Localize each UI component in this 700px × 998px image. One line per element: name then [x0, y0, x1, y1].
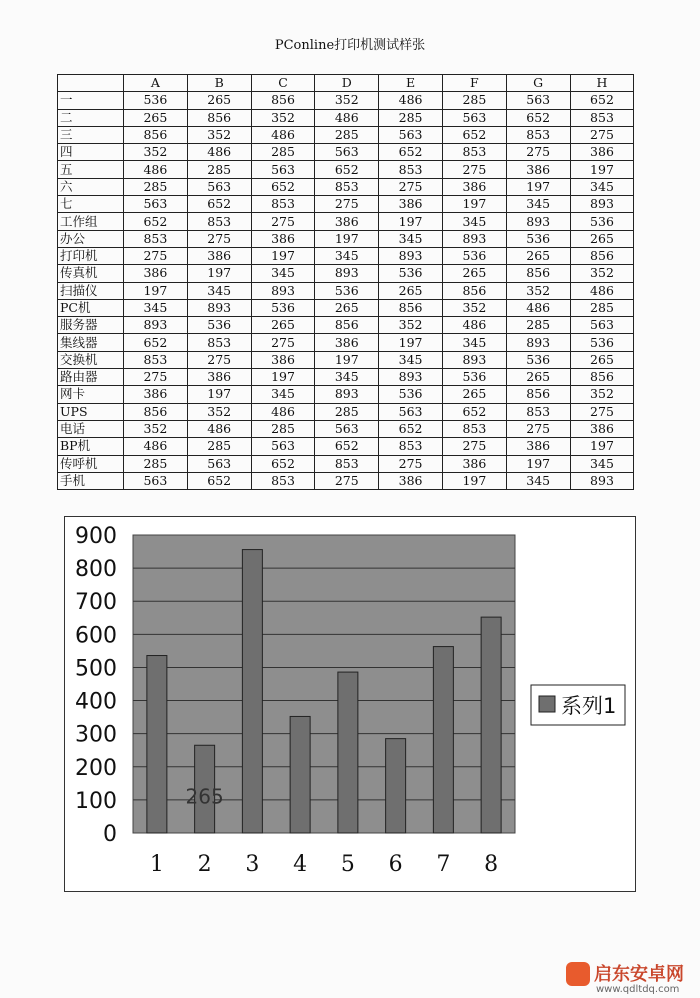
row-label: 三 [58, 126, 124, 143]
table-cell: 853 [251, 196, 315, 213]
table-cell: 563 [379, 126, 443, 143]
column-header: D [315, 75, 379, 92]
row-label: 电话 [58, 420, 124, 437]
table-cell: 275 [506, 420, 570, 437]
table-cell: 563 [315, 144, 379, 161]
table-cell: 197 [124, 282, 188, 299]
column-header: E [379, 75, 443, 92]
table-cell: 652 [315, 438, 379, 455]
table-cell: 386 [442, 455, 506, 472]
table-cell: 275 [251, 213, 315, 230]
table-row [58, 403, 634, 420]
table-cell: 197 [442, 196, 506, 213]
table-cell: 652 [379, 144, 443, 161]
bar [290, 716, 310, 833]
table-row [58, 282, 634, 299]
x-tick-label: 1 [149, 852, 164, 877]
table-cell: 853 [187, 213, 251, 230]
table-cell: 893 [315, 386, 379, 403]
row-label: 传真机 [58, 265, 124, 282]
table-cell: 275 [379, 178, 443, 195]
table-cell: 536 [124, 92, 188, 109]
y-tick-label: 800 [75, 557, 117, 583]
table-cell: 856 [442, 282, 506, 299]
table-cell: 853 [124, 230, 188, 247]
table-cell: 486 [251, 403, 315, 420]
table-cell: 275 [124, 247, 188, 264]
table-row [58, 317, 634, 334]
y-tick-label: 600 [75, 623, 117, 649]
row-label: 七 [58, 196, 124, 213]
row-label: 集线器 [58, 334, 124, 351]
table-cell: 345 [506, 472, 570, 489]
table-cell: 386 [379, 196, 443, 213]
table-cell: 265 [379, 282, 443, 299]
table-cell: 386 [251, 230, 315, 247]
y-tick-label: 300 [75, 722, 117, 748]
table-cell: 352 [570, 386, 634, 403]
table-cell: 285 [379, 109, 443, 126]
table-row [58, 351, 634, 368]
table-cell: 652 [187, 196, 251, 213]
table-cell: 386 [506, 161, 570, 178]
table-cell: 853 [187, 334, 251, 351]
table-cell: 893 [187, 299, 251, 316]
table-cell: 285 [315, 403, 379, 420]
table-row [58, 472, 634, 489]
table-cell: 853 [506, 126, 570, 143]
bar [242, 550, 262, 833]
table-cell: 853 [570, 109, 634, 126]
table-cell: 853 [506, 403, 570, 420]
table-cell: 536 [187, 317, 251, 334]
table-cell: 285 [315, 126, 379, 143]
table-cell: 386 [251, 351, 315, 368]
chart-frame [64, 516, 636, 892]
table-cell: 197 [570, 161, 634, 178]
table-cell: 856 [506, 265, 570, 282]
table-cell: 536 [379, 386, 443, 403]
table-row [58, 196, 634, 213]
table-cell: 652 [124, 213, 188, 230]
y-tick-label: 100 [75, 788, 117, 814]
table-cell: 893 [442, 230, 506, 247]
table-cell: 853 [315, 455, 379, 472]
table-cell: 275 [124, 369, 188, 386]
table-cell: 386 [506, 438, 570, 455]
table-cell: 563 [187, 455, 251, 472]
table-cell: 345 [570, 178, 634, 195]
table-cell: 893 [124, 317, 188, 334]
table-cell: 345 [251, 386, 315, 403]
table-row [58, 92, 634, 109]
table-cell: 563 [442, 109, 506, 126]
row-label: 交换机 [58, 351, 124, 368]
table-cell: 352 [187, 126, 251, 143]
x-tick-label: 5 [340, 852, 355, 877]
table-cell: 285 [124, 455, 188, 472]
table-cell: 893 [506, 334, 570, 351]
x-tick-label: 3 [245, 852, 260, 877]
y-tick-label: 400 [75, 689, 117, 715]
row-label: 手机 [58, 472, 124, 489]
table-cell: 265 [506, 247, 570, 264]
table-cell: 345 [570, 455, 634, 472]
watermark [566, 960, 684, 995]
table-cell: 352 [506, 282, 570, 299]
y-tick-label: 700 [75, 590, 117, 616]
table-cell: 275 [187, 351, 251, 368]
bar-chart [65, 517, 635, 891]
table-cell: 536 [379, 265, 443, 282]
row-label: UPS [58, 403, 124, 420]
table-cell: 563 [124, 196, 188, 213]
table-cell: 853 [442, 144, 506, 161]
y-tick-label: 200 [75, 755, 117, 781]
table-cell: 856 [570, 369, 634, 386]
table-cell: 275 [315, 472, 379, 489]
table-cell: 285 [506, 317, 570, 334]
table-cell: 386 [187, 369, 251, 386]
table-cell: 345 [315, 369, 379, 386]
watermark-name: 启东安卓网 [594, 964, 684, 985]
y-tick-label: 500 [75, 656, 117, 682]
table-cell: 197 [315, 230, 379, 247]
table-row [58, 265, 634, 282]
table-cell: 285 [187, 161, 251, 178]
table-cell: 563 [251, 438, 315, 455]
table-row [58, 230, 634, 247]
table-cell: 275 [442, 438, 506, 455]
table-cell: 345 [442, 213, 506, 230]
table-row [58, 455, 634, 472]
table-cell: 197 [251, 369, 315, 386]
table-row [58, 161, 634, 178]
table-cell: 386 [315, 334, 379, 351]
table-cell: 197 [506, 178, 570, 195]
table-cell: 197 [570, 438, 634, 455]
table-cell: 536 [570, 213, 634, 230]
table-cell: 265 [570, 230, 634, 247]
table-cell: 345 [379, 230, 443, 247]
table-cell: 386 [187, 247, 251, 264]
table-cell: 345 [442, 334, 506, 351]
table-cell: 652 [570, 92, 634, 109]
table-cell: 893 [506, 213, 570, 230]
table-cell: 352 [442, 299, 506, 316]
table-cell: 486 [506, 299, 570, 316]
bar [433, 647, 453, 833]
table-cell: 345 [187, 282, 251, 299]
table-cell: 265 [442, 386, 506, 403]
table-cell: 265 [251, 317, 315, 334]
table-cell: 345 [315, 247, 379, 264]
table-cell: 536 [570, 334, 634, 351]
row-label: 六 [58, 178, 124, 195]
column-header: C [251, 75, 315, 92]
table-cell: 386 [124, 386, 188, 403]
table-cell: 853 [315, 178, 379, 195]
table-cell: 486 [379, 92, 443, 109]
table-cell: 563 [506, 92, 570, 109]
table-cell: 652 [315, 161, 379, 178]
table-cell: 197 [315, 351, 379, 368]
column-header: F [442, 75, 506, 92]
column-header: B [187, 75, 251, 92]
table-cell: 486 [442, 317, 506, 334]
table-cell: 536 [506, 230, 570, 247]
table-cell: 352 [187, 403, 251, 420]
table-cell: 265 [506, 369, 570, 386]
x-tick-label: 7 [436, 852, 451, 877]
table-cell: 275 [379, 455, 443, 472]
table-row [58, 126, 634, 143]
table-row [58, 334, 634, 351]
table-cell: 486 [315, 109, 379, 126]
table-cell: 285 [570, 299, 634, 316]
table-cell: 265 [315, 299, 379, 316]
table-cell: 652 [251, 455, 315, 472]
table-row [58, 213, 634, 230]
table-cell: 536 [506, 351, 570, 368]
table-cell: 563 [251, 161, 315, 178]
table-cell: 275 [187, 230, 251, 247]
table-cell: 265 [570, 351, 634, 368]
table-cell: 652 [506, 109, 570, 126]
table-cell: 486 [251, 126, 315, 143]
watermark-url: www.qdltdq.com [596, 984, 680, 995]
table-cell: 285 [251, 144, 315, 161]
bar [338, 672, 358, 833]
table-cell: 853 [379, 161, 443, 178]
y-tick-label: 0 [103, 822, 117, 847]
table-corner-cell [58, 75, 124, 92]
row-label: 四 [58, 144, 124, 161]
table-cell: 652 [251, 178, 315, 195]
table-cell: 856 [187, 109, 251, 126]
table-cell: 893 [379, 247, 443, 264]
watermark-logo-icon [566, 962, 590, 986]
table-row [58, 438, 634, 455]
table-cell: 275 [251, 334, 315, 351]
table-cell: 197 [187, 386, 251, 403]
row-label: 二 [58, 109, 124, 126]
table-row [58, 109, 634, 126]
x-tick-label: 6 [388, 852, 403, 877]
table-cell: 853 [251, 472, 315, 489]
table-cell: 486 [124, 438, 188, 455]
table-cell: 563 [187, 178, 251, 195]
table-cell: 265 [442, 265, 506, 282]
table-cell: 275 [442, 161, 506, 178]
data-label: 265 [185, 784, 224, 809]
table-cell: 352 [315, 92, 379, 109]
page-title: PConline打印机测试样张 [274, 38, 426, 53]
table-cell: 486 [124, 161, 188, 178]
table-row [58, 144, 634, 161]
table-cell: 652 [442, 403, 506, 420]
bar [386, 739, 406, 833]
table-cell: 856 [570, 247, 634, 264]
table-cell: 853 [124, 351, 188, 368]
table-cell: 275 [506, 144, 570, 161]
table-cell: 856 [379, 299, 443, 316]
table-cell: 345 [124, 299, 188, 316]
row-label: PC机 [58, 299, 124, 316]
table-cell: 536 [442, 247, 506, 264]
table-cell: 197 [379, 334, 443, 351]
table-cell: 352 [124, 144, 188, 161]
table-cell: 352 [124, 420, 188, 437]
table-cell: 352 [379, 317, 443, 334]
table-cell: 275 [570, 403, 634, 420]
table-cell: 856 [251, 92, 315, 109]
table-cell: 386 [124, 265, 188, 282]
table-cell: 893 [570, 196, 634, 213]
table-cell: 486 [187, 420, 251, 437]
table-cell: 275 [315, 196, 379, 213]
y-tick-label: 900 [75, 524, 117, 549]
table-cell: 856 [506, 386, 570, 403]
row-label: 网卡 [58, 386, 124, 403]
table-cell: 536 [442, 369, 506, 386]
table-cell: 197 [251, 247, 315, 264]
x-tick-label: 4 [293, 852, 308, 877]
table-cell: 285 [187, 438, 251, 455]
table-cell: 345 [251, 265, 315, 282]
table-cell: 893 [570, 472, 634, 489]
row-label: 一 [58, 92, 124, 109]
table-row [58, 299, 634, 316]
table-cell: 652 [379, 420, 443, 437]
row-label: 五 [58, 161, 124, 178]
table-cell: 386 [570, 420, 634, 437]
table-cell: 563 [570, 317, 634, 334]
table-cell: 536 [315, 282, 379, 299]
legend-label: 系列1 [561, 694, 617, 718]
table-cell: 856 [315, 317, 379, 334]
table-cell: 486 [570, 282, 634, 299]
table-header-row [58, 75, 634, 92]
table-row [58, 178, 634, 195]
table-cell: 652 [442, 126, 506, 143]
x-tick-label: 8 [484, 852, 499, 877]
table-cell: 893 [379, 369, 443, 386]
table-cell: 386 [442, 178, 506, 195]
table-cell: 352 [251, 109, 315, 126]
table-cell: 486 [187, 144, 251, 161]
row-label: BP机 [58, 438, 124, 455]
table-cell: 197 [379, 213, 443, 230]
table-cell: 536 [251, 299, 315, 316]
table-cell: 563 [379, 403, 443, 420]
legend-swatch [539, 696, 555, 712]
table-cell: 893 [315, 265, 379, 282]
column-header: H [570, 75, 634, 92]
table-cell: 652 [124, 334, 188, 351]
table-cell: 197 [187, 265, 251, 282]
row-label: 办公 [58, 230, 124, 247]
column-header: A [124, 75, 188, 92]
table-cell: 853 [379, 438, 443, 455]
row-label: 服务器 [58, 317, 124, 334]
table-cell: 275 [570, 126, 634, 143]
bar [481, 617, 501, 833]
table-cell: 285 [124, 178, 188, 195]
table-cell: 563 [315, 420, 379, 437]
table-cell: 856 [124, 126, 188, 143]
table-cell: 285 [442, 92, 506, 109]
row-label: 扫描仪 [58, 282, 124, 299]
table-row [58, 369, 634, 386]
table-cell: 856 [124, 403, 188, 420]
table-cell: 345 [379, 351, 443, 368]
table-row [58, 386, 634, 403]
table-cell: 853 [442, 420, 506, 437]
table-cell: 285 [251, 420, 315, 437]
table-cell: 345 [506, 196, 570, 213]
table-row [58, 247, 634, 264]
bar [147, 656, 167, 833]
data-table [57, 74, 634, 490]
table-row [58, 420, 634, 437]
table-cell: 386 [315, 213, 379, 230]
table-cell: 386 [570, 144, 634, 161]
table-cell: 893 [251, 282, 315, 299]
table-cell: 563 [124, 472, 188, 489]
column-header: G [506, 75, 570, 92]
row-label: 路由器 [58, 369, 124, 386]
row-label: 传呼机 [58, 455, 124, 472]
table-cell: 893 [442, 351, 506, 368]
x-tick-label: 2 [197, 852, 212, 877]
table-cell: 386 [379, 472, 443, 489]
table-cell: 265 [187, 92, 251, 109]
table-cell: 652 [187, 472, 251, 489]
table-cell: 197 [442, 472, 506, 489]
table-cell: 197 [506, 455, 570, 472]
row-label: 打印机 [58, 247, 124, 264]
table-cell: 352 [570, 265, 634, 282]
table-cell: 265 [124, 109, 188, 126]
row-label: 工作组 [58, 213, 124, 230]
